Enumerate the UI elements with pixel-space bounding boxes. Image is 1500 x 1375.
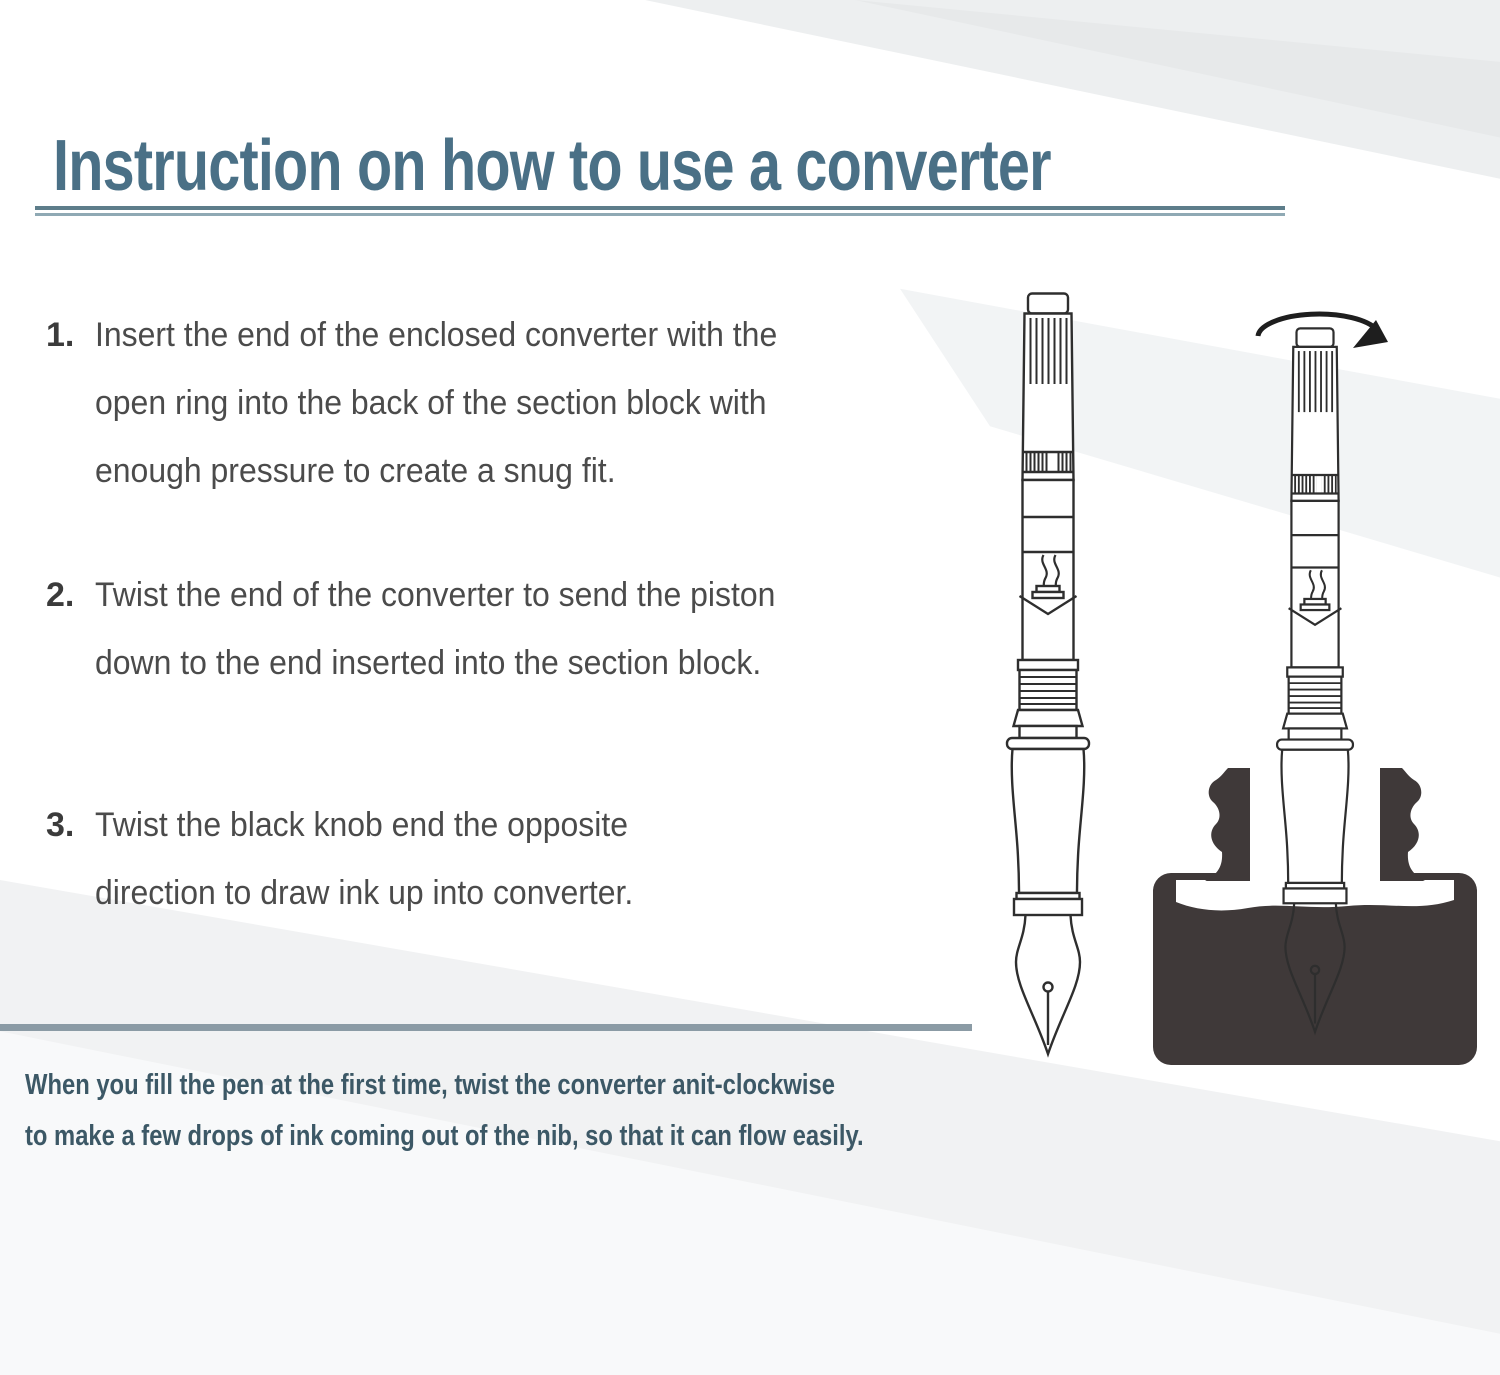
footer-divider: [0, 1024, 972, 1031]
step-3: [46, 791, 668, 927]
step-3-line-2: direction to draw ink up into converter.: [95, 874, 634, 912]
step-1: [46, 301, 821, 505]
title-underline: [35, 206, 1285, 216]
step-2-number: 2.: [46, 576, 75, 614]
fountain-pen-diagram: [1003, 290, 1093, 1060]
footer-line-2: to make a few drops of ink coming out of the nib, so that it can flow easily.: [25, 1120, 864, 1152]
step-3-number: 3.: [46, 806, 75, 844]
footer-line-1: When you fill the pen at the first time, twist the converter anit-clockwise: [25, 1069, 835, 1101]
page-title: Instruction on how to use a converter: [53, 126, 1051, 206]
step-1-text: [95, 301, 777, 505]
step-2-text: [95, 561, 775, 697]
step-1-line-2: open ring into the back of the section block with: [95, 384, 767, 422]
step-1-line-3: enough pressure to create a snug fit.: [95, 452, 616, 490]
pen-in-ink-bottle-diagram: [1150, 296, 1486, 1088]
step-1-number: 1.: [46, 316, 75, 354]
step-1-line-1: Insert the end of the enclosed converter with the: [95, 316, 778, 354]
step-2-line-2: down to the end inserted into the section block.: [95, 644, 762, 682]
step-2: [46, 561, 819, 697]
step-2-line-1: Twist the end of the converter to send the piston: [95, 576, 776, 614]
footer-note: [25, 1060, 1048, 1162]
step-3-line-1: Twist the black knob end the opposite: [95, 806, 629, 844]
step-3-text: [95, 791, 633, 927]
